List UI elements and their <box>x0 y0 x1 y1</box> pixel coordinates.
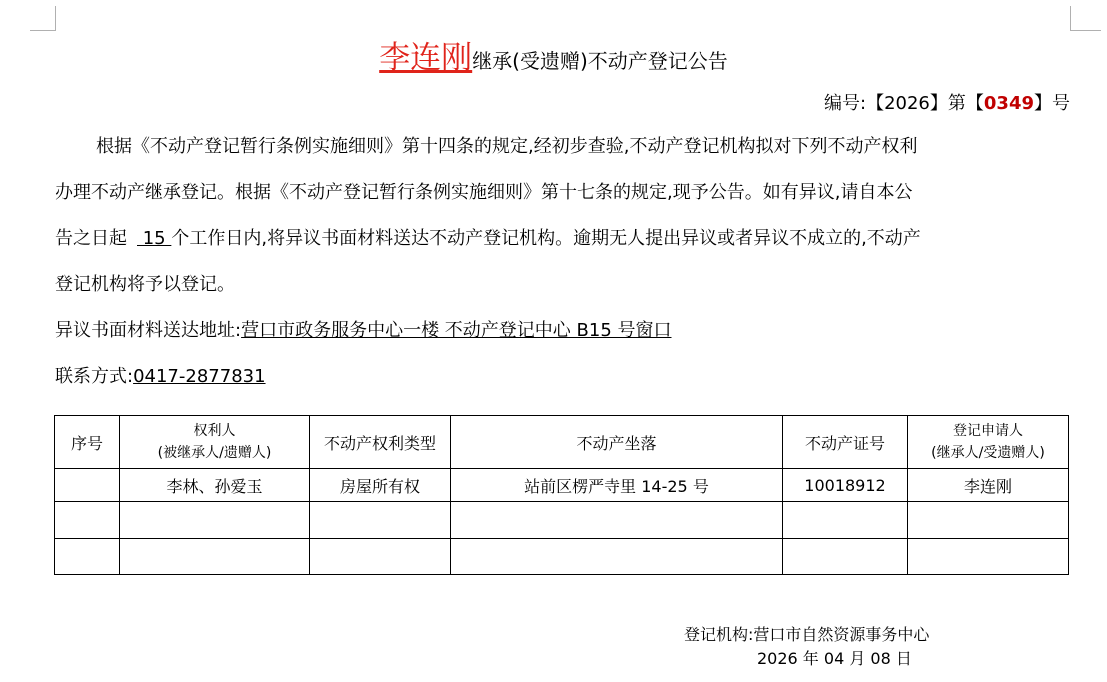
cell-location <box>451 539 783 575</box>
cell-seq <box>55 539 120 575</box>
table-row <box>55 469 1069 502</box>
cell-holder: 李林、孙爱玉 <box>120 469 310 502</box>
header-holder: 权利人 (被继承人/遗赠人) <box>120 416 310 469</box>
header-seq: 序号 <box>55 416 120 469</box>
objection-days: 15 <box>137 228 172 249</box>
body-line-3-before: 告之日起 <box>55 228 127 249</box>
title-applicant-name: 李连刚 <box>379 40 473 76</box>
cell-holder <box>120 539 310 575</box>
docno-mid: 】第【 <box>929 93 984 114</box>
cell-right-type: 房屋所有权 <box>310 469 451 502</box>
notice-date: 2026 年 04 月 08 日 <box>757 649 912 668</box>
cell-applicant: 李连刚 <box>908 469 1069 502</box>
header-applicant: 登记申请人 (继承人/受遗赠人) <box>908 416 1069 469</box>
cell-applicant <box>908 502 1069 539</box>
body-line-1: 根据《不动产登记暂行条例实施细则》第十四条的规定,经初步查验,不动产登记机构拟对下列不动产权利 <box>96 136 918 157</box>
cell-cert-no <box>783 502 908 539</box>
crop-mark-top-left <box>30 6 56 31</box>
cell-cert-no <box>783 539 908 575</box>
table-header-row <box>55 416 1069 469</box>
address-label: 异议书面材料送达地址: <box>55 320 242 341</box>
body-line-3-after: 个工作日内,将异议书面材料送达不动产登记机构。逾期无人提出异议或者异议不成立的,不动产 <box>171 228 921 249</box>
cell-applicant <box>908 539 1069 575</box>
docno-suffix: 】号 <box>1034 93 1070 114</box>
docno-prefix: 编号:【 <box>824 93 885 114</box>
cell-right-type <box>310 539 451 575</box>
contact-phone: 0417-2877831 <box>133 366 266 387</box>
docno-year: 2026 <box>884 93 930 114</box>
objection-address <box>55 308 1072 354</box>
document-number <box>824 89 1070 115</box>
body-line-3 <box>55 216 1072 262</box>
cell-cert-no: 10018912 <box>783 469 908 502</box>
cell-right-type <box>310 502 451 539</box>
contact-info <box>55 354 1072 400</box>
table-row <box>55 539 1069 575</box>
body-line-2: 办理不动产继承登记。根据《不动产登记暂行条例实施细则》第十七条的规定,现予公告。如有异议,请自本公 <box>55 182 913 203</box>
notice-title <box>0 32 1107 77</box>
contact-label: 联系方式: <box>55 366 134 387</box>
crop-mark-top-right <box>1070 6 1101 31</box>
address-value: 营口市政务服务中心一楼 不动产登记中心 B15 号窗口 <box>241 320 672 341</box>
cell-seq <box>55 502 120 539</box>
cell-holder <box>120 502 310 539</box>
cell-location: 站前区楞严寺里 14-25 号 <box>451 469 783 502</box>
header-cert-no: 不动产证号 <box>783 416 908 469</box>
title-text: 继承(受遗赠)不动产登记公告 <box>472 49 728 73</box>
docno-number: 0349 <box>983 93 1034 114</box>
header-right-type: 不动产权利类型 <box>310 416 451 469</box>
cell-location <box>451 502 783 539</box>
property-table <box>54 415 1069 575</box>
header-location: 不动产坐落 <box>451 416 783 469</box>
table-row <box>55 502 1069 539</box>
registration-authority: 登记机构:营口市自然资源事务中心 <box>684 625 930 644</box>
body-line-4: 登记机构将予以登记。 <box>55 274 235 295</box>
cell-seq <box>55 469 120 502</box>
